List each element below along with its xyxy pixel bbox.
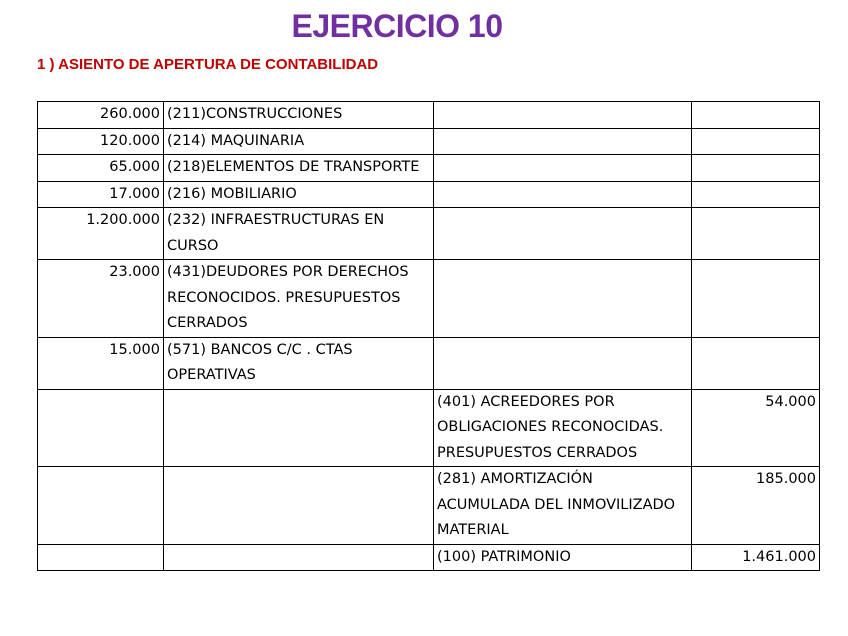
credit-amount: 1.461.000 xyxy=(692,544,820,571)
debit-amount xyxy=(38,544,164,571)
debit-account: (216) MOBILIARIO xyxy=(164,181,434,208)
credit-amount xyxy=(692,260,820,338)
table-row xyxy=(38,260,820,338)
credit-account xyxy=(434,128,692,155)
debit-account xyxy=(164,467,434,545)
credit-account: (281) AMORTIZACIÓN ACUMULADA DEL INMOVILIZADO MATERIAL xyxy=(434,467,692,545)
debit-account: (232) INFRAESTRUCTURAS EN CURSO xyxy=(164,208,434,260)
debit-account: (431)DEUDORES POR DERECHOS RECONOCIDOS. PRESUPUESTOS CERRADOS xyxy=(164,260,434,338)
journal-entry-table xyxy=(37,101,820,571)
page-title: EJERCICIO 10 xyxy=(291,8,503,44)
credit-amount xyxy=(692,337,820,389)
credit-amount xyxy=(692,128,820,155)
credit-account xyxy=(434,260,692,338)
debit-amount: 17.000 xyxy=(38,181,164,208)
credit-amount: 185.000 xyxy=(692,467,820,545)
debit-amount: 120.000 xyxy=(38,128,164,155)
debit-account: (214) MAQUINARIA xyxy=(164,128,434,155)
table-row xyxy=(38,337,820,389)
table-row xyxy=(38,102,820,129)
table-row xyxy=(38,389,820,467)
debit-amount: 65.000 xyxy=(38,155,164,182)
credit-account xyxy=(434,208,692,260)
debit-amount: 23.000 xyxy=(38,260,164,338)
debit-amount xyxy=(38,467,164,545)
credit-account xyxy=(434,337,692,389)
credit-account xyxy=(434,181,692,208)
table-row xyxy=(38,128,820,155)
credit-amount xyxy=(692,181,820,208)
credit-amount xyxy=(692,155,820,182)
debit-account xyxy=(164,389,434,467)
table-row xyxy=(38,181,820,208)
debit-amount: 260.000 xyxy=(38,102,164,129)
credit-amount xyxy=(692,208,820,260)
table-row xyxy=(38,155,820,182)
debit-account xyxy=(164,544,434,571)
credit-account xyxy=(434,155,692,182)
section-subtitle: 1 ) ASIENTO DE APERTURA DE CONTABILIDAD xyxy=(37,56,379,73)
table-row xyxy=(38,208,820,260)
debit-amount: 15.000 xyxy=(38,337,164,389)
debit-account: (571) BANCOS C/C . CTAS OPERATIVAS xyxy=(164,337,434,389)
credit-amount xyxy=(692,102,820,129)
credit-amount: 54.000 xyxy=(692,389,820,467)
credit-account xyxy=(434,102,692,129)
credit-account: (401) ACREEDORES POR OBLIGACIONES RECONOCIDAS. PRESUPUESTOS CERRADOS xyxy=(434,389,692,467)
credit-account: (100) PATRIMONIO xyxy=(434,544,692,571)
table-row xyxy=(38,544,820,571)
debit-account: (211)CONSTRUCCIONES xyxy=(164,102,434,129)
debit-account: (218)ELEMENTOS DE TRANSPORTE xyxy=(164,155,434,182)
table-row xyxy=(38,467,820,545)
debit-amount xyxy=(38,389,164,467)
debit-amount: 1.200.000 xyxy=(38,208,164,260)
